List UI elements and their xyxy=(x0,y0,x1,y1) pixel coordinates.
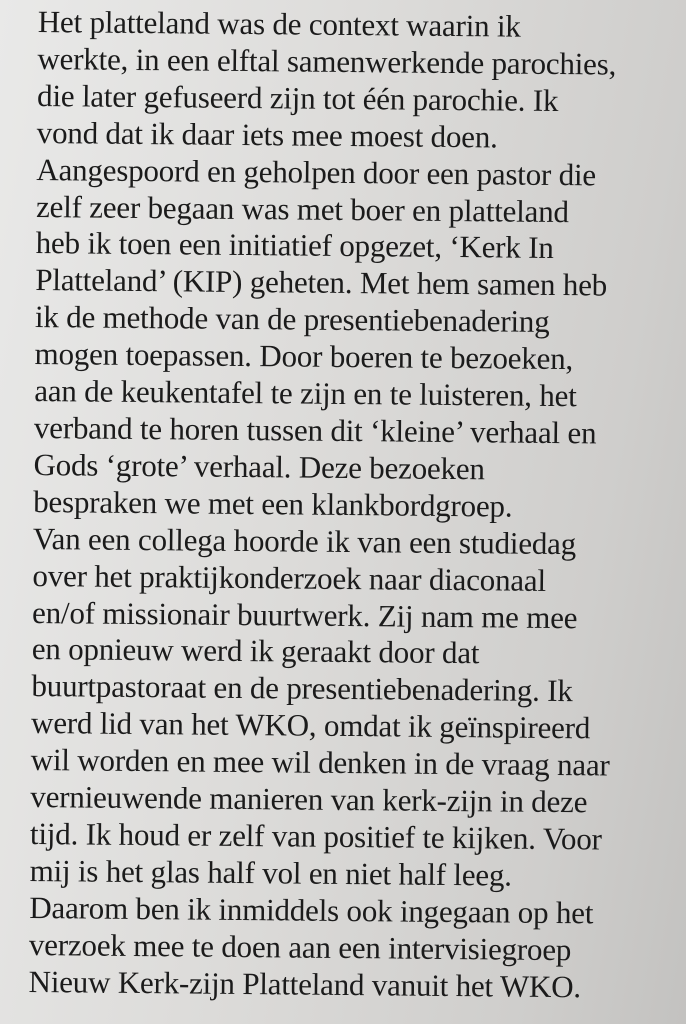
text-line: Gods ‘grote’ verhaal. Deze bezoeken xyxy=(33,446,485,487)
text-line: Aangespoord en geholpen door een pastor die xyxy=(36,151,597,192)
text-line: Daarom ben ik inmiddels ook ingegaan op het xyxy=(29,889,594,931)
text-line: verband te horen tussen dit ‘kleine’ verhaal en xyxy=(33,409,597,451)
text-line: mij is het glas half vol en niet half leeg. xyxy=(29,852,512,893)
text-line: Van een collega hoorde ik van een studiedag xyxy=(32,520,577,561)
text-line: mogen toepassen. Door boeren te bezoeken, xyxy=(34,336,574,377)
text-line: heb ik toen een initiatief opgezet, ‘Kerk In xyxy=(35,225,554,266)
text-line: die later gefuseerd zijn tot één parochie. Ik xyxy=(36,77,559,118)
text-line: verzoek mee te doen aan een intervisiegroep xyxy=(28,926,572,967)
body-text xyxy=(28,4,678,1007)
text-line: aan de keukentafel te zijn en te luisteren, het xyxy=(34,373,577,414)
text-line: ik de methode van de presentiebenadering xyxy=(34,299,550,340)
text-line: vond dat ik daar iets mee moest doen. xyxy=(36,114,498,155)
text-line: Platteland’ (KIP) geheten. Met hem samen heb xyxy=(35,262,608,303)
text-line: zelf zeer begaan was met boer en platteland xyxy=(35,188,569,229)
text-line: buurtpastoraat en de presentiebenadering. Ik xyxy=(31,668,573,709)
text-line: werd lid van het WKO, omdat ik geïnspireerd xyxy=(30,705,591,746)
text-line: Het platteland was de context waarin ik xyxy=(37,4,521,44)
text-line: tijd. Ik houd er zelf van positief te kijken. Voor xyxy=(29,815,602,857)
text-line: Nieuw Kerk-zijn Platteland vanuit het WKO. xyxy=(28,963,582,1004)
text-line: werkte, in een elftal samenwerkende parochies, xyxy=(37,40,617,82)
text-line: en/of missionair buurtwerk. Zij nam me mee xyxy=(31,594,578,635)
text-line: over het praktijkonderzoek naar diaconaal xyxy=(32,557,547,598)
text-line: vernieuwende manieren van kerk-zijn in deze xyxy=(30,778,588,820)
text-line: wil worden en mee wil denken in de vraag naar xyxy=(30,742,610,783)
text-line: en opnieuw werd ik geraakt door dat xyxy=(31,631,480,671)
text-line: bespraken we met een klankbordgroep. xyxy=(33,483,513,524)
